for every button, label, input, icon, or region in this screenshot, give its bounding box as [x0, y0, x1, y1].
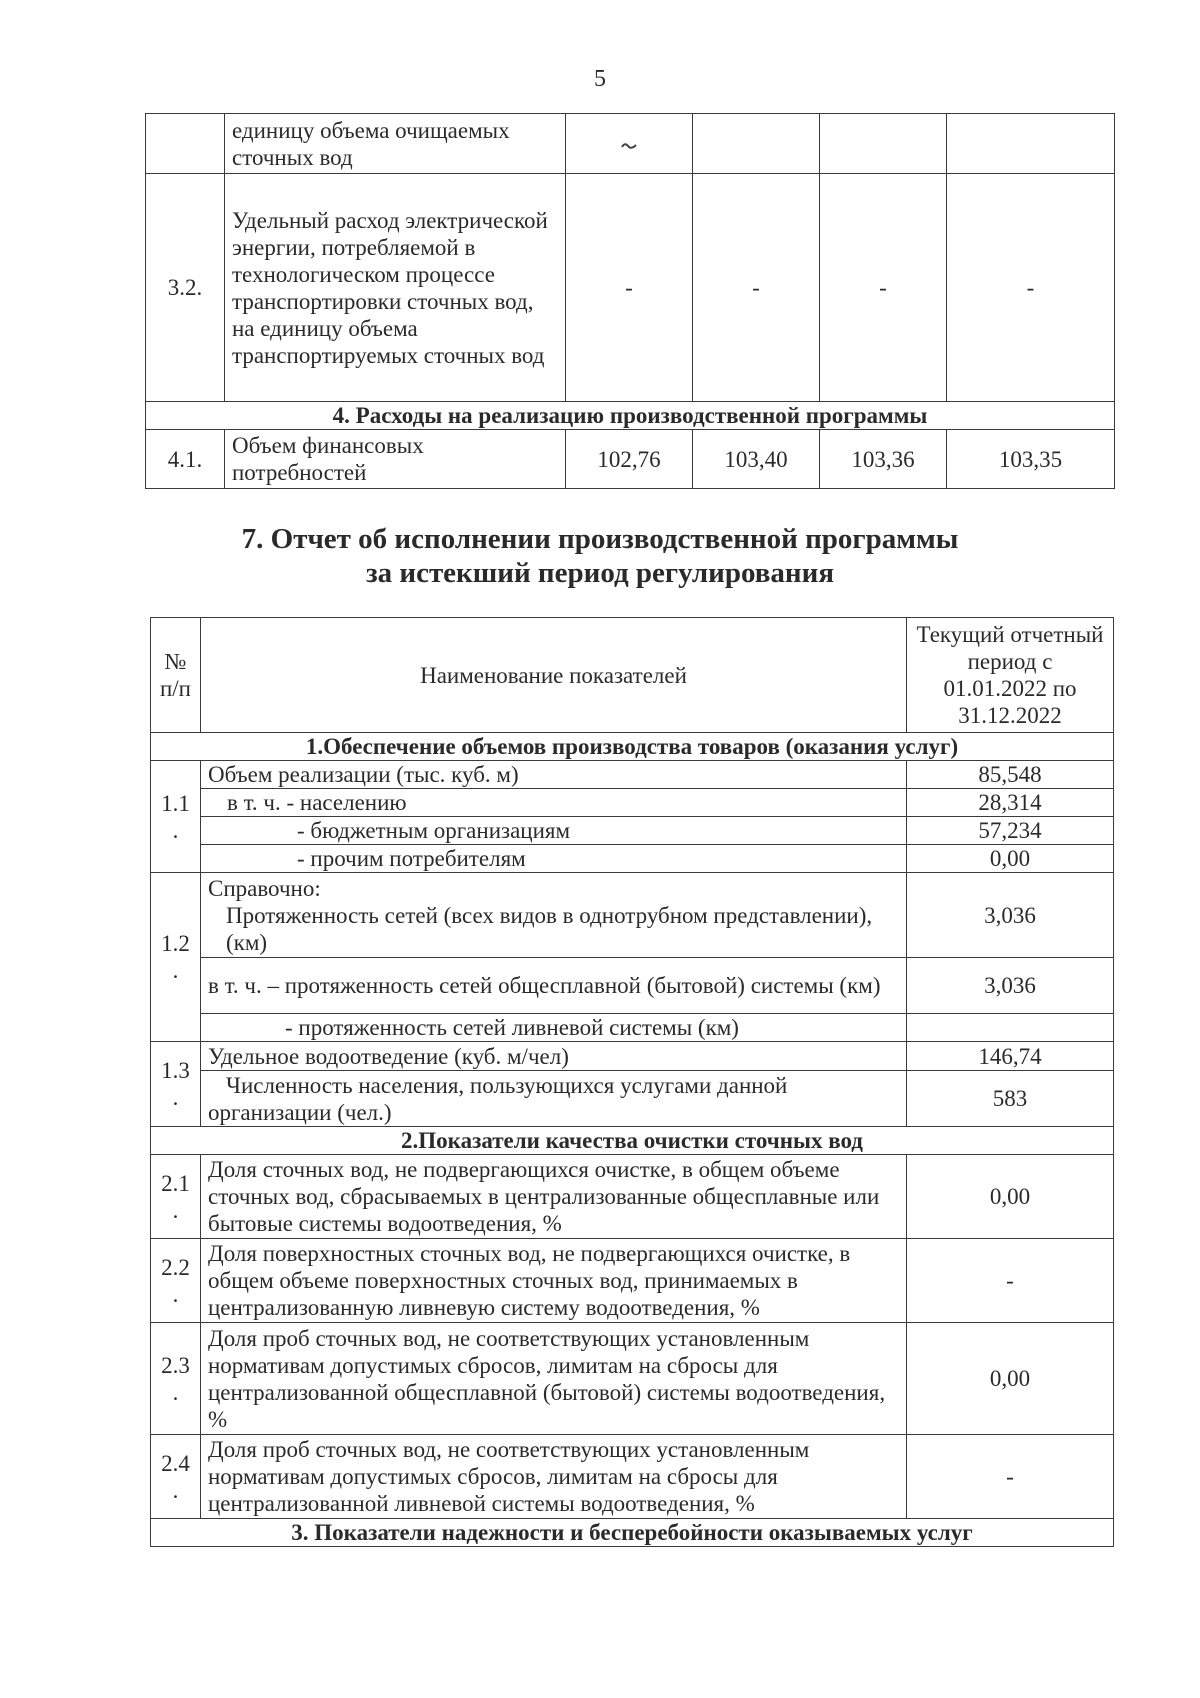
- row-number: 2.1 .: [151, 1155, 201, 1239]
- row-number: [146, 114, 225, 174]
- value-cell: -: [947, 174, 1115, 402]
- value-cell: 102,76: [566, 430, 693, 489]
- value-cell: -: [566, 174, 693, 402]
- indicator-name: Доля поверхностных сточных вод, не подвергающихся очистке, в общем объеме поверхностных сточных вод, принимаемых в централизованную ливневую систему водоотведения, %: [201, 1239, 907, 1323]
- section-title: 2.Показатели качества очистки сточных вод: [151, 1127, 1114, 1155]
- section-row: [151, 1127, 1114, 1155]
- table-row: [151, 1014, 1114, 1042]
- row-number: 1.2 .: [151, 873, 201, 1042]
- indicator-name: в т. ч. – протяженность сетей общесплавной (бытовой) системы (км): [201, 958, 907, 1014]
- indicator-name: - бюджетным организациям: [201, 817, 907, 845]
- indicator-name: - протяженность сетей ливневой системы (км): [201, 1014, 907, 1042]
- indicator-name: Объем реализации (тыс. куб. м): [201, 761, 907, 789]
- section-row: [151, 733, 1114, 761]
- indicator-name: Удельный расход электрической энергии, потребляемой в технологическом процессе транспортировки сточных вод, на единицу объема транспортируемых сточных вод: [225, 174, 566, 402]
- row-number: 2.4 .: [151, 1435, 201, 1519]
- indicator-value: 0,00: [907, 845, 1114, 873]
- indicator-name: единицу объема очищаемых сточных вод: [225, 114, 566, 174]
- ink-mark-icon: [621, 141, 637, 151]
- indicator-name: Доля сточных вод, не подвергающихся очистке, в общем объеме сточных вод, сбрасываемых в централизованные общесплавные или бытовые системы водоотведения, %: [201, 1155, 907, 1239]
- table-row: [151, 761, 1114, 789]
- section-title: 1.Обеспечение объемов производства товаров (оказания услуг): [151, 733, 1114, 761]
- table-row: [151, 1239, 1114, 1323]
- section-title: 4. Расходы на реализацию производственной программы: [146, 402, 1115, 430]
- section-row: [151, 1519, 1114, 1547]
- table-row: [151, 958, 1114, 1014]
- page-number: 5: [594, 66, 606, 92]
- value-cell: 103,40: [693, 430, 820, 489]
- row-number: 2.2 .: [151, 1239, 201, 1323]
- indicator-value: 28,314: [907, 789, 1114, 817]
- production-program-table-continued: [145, 113, 1115, 489]
- indicator-value: [907, 1014, 1114, 1042]
- indicator-value: -: [907, 1435, 1114, 1519]
- column-header-period: Текущий отчетный период с 01.01.2022 по 31.12.2022: [907, 618, 1114, 733]
- row-number: 4.1.: [146, 430, 225, 489]
- table-row: [151, 1323, 1114, 1435]
- indicator-value: 583: [907, 1071, 1114, 1127]
- table-row: [146, 174, 1115, 402]
- row-number: 1.1 .: [151, 761, 201, 873]
- indicator-value: -: [907, 1239, 1114, 1323]
- indicator-name: Удельное водоотведение (куб. м/чел): [201, 1042, 907, 1071]
- table-row: [151, 1155, 1114, 1239]
- indicator-name-line: Справочно:: [208, 875, 321, 901]
- row-number: 2.3 .: [151, 1323, 201, 1435]
- table-row: [151, 1435, 1114, 1519]
- column-header-name: Наименование показателей: [201, 618, 907, 733]
- header-row: [151, 618, 1114, 733]
- indicator-name: Численность населения, пользующихся услугами данной организации (чел.): [201, 1071, 907, 1127]
- table-row: [151, 1071, 1114, 1127]
- section-title: 3. Показатели надежности и бесперебойности оказываемых услуг: [151, 1519, 1114, 1547]
- indicator-value: 0,00: [907, 1323, 1114, 1435]
- table-row: [146, 430, 1115, 489]
- indicator-value: 0,00: [907, 1155, 1114, 1239]
- indicator-value: 3,036: [907, 958, 1114, 1014]
- program-execution-report-table: [150, 617, 1114, 1547]
- indicator-name: - прочим потребителям: [201, 845, 907, 873]
- value-cell: [566, 114, 693, 174]
- column-header-number: № п/п: [151, 618, 201, 733]
- indicator-name: в т. ч. - населению: [201, 789, 907, 817]
- table-row: [151, 817, 1114, 845]
- indicator-value: 57,234: [907, 817, 1114, 845]
- section-heading-line2: за истекший период регулирования: [365, 557, 835, 589]
- indicator-value: 85,548: [907, 761, 1114, 789]
- value-cell: [947, 114, 1115, 174]
- table-row: [151, 1042, 1114, 1071]
- row-number: 3.2.: [146, 174, 225, 402]
- indicator-name: Доля проб сточных вод, не соответствующих установленным нормативам допустимых сбросов, лимитам на сбросы для централизованной общесплавной (бытовой) системы водоотведения, %: [201, 1323, 907, 1435]
- indicator-value: 3,036: [907, 873, 1114, 958]
- value-cell: 103,36: [820, 430, 947, 489]
- section-row: [146, 402, 1115, 430]
- row-number: 1.3 .: [151, 1042, 201, 1127]
- value-cell: [693, 114, 820, 174]
- indicator-name: Объем финансовых потребностей: [225, 430, 566, 489]
- indicator-value: 146,74: [907, 1042, 1114, 1071]
- value-cell: -: [693, 174, 820, 402]
- value-cell: [820, 114, 947, 174]
- indicator-name: [201, 873, 907, 958]
- table-row: [146, 114, 1115, 174]
- indicator-name: Доля проб сточных вод, не соответствующих установленным нормативам допустимых сбросов, лимитам на сбросы для централизованной ливневой системы водоотведения, %: [201, 1435, 907, 1519]
- table-row: [151, 873, 1114, 958]
- indicator-name-line: Протяженность сетей (всех видов в однотрубном представлении), (км): [226, 902, 873, 955]
- section-heading-line1: 7. Отчет об исполнении производственной программы: [241, 523, 959, 555]
- table-row: [151, 845, 1114, 873]
- value-cell: -: [820, 174, 947, 402]
- table-row: [151, 789, 1114, 817]
- value-cell: 103,35: [947, 430, 1115, 489]
